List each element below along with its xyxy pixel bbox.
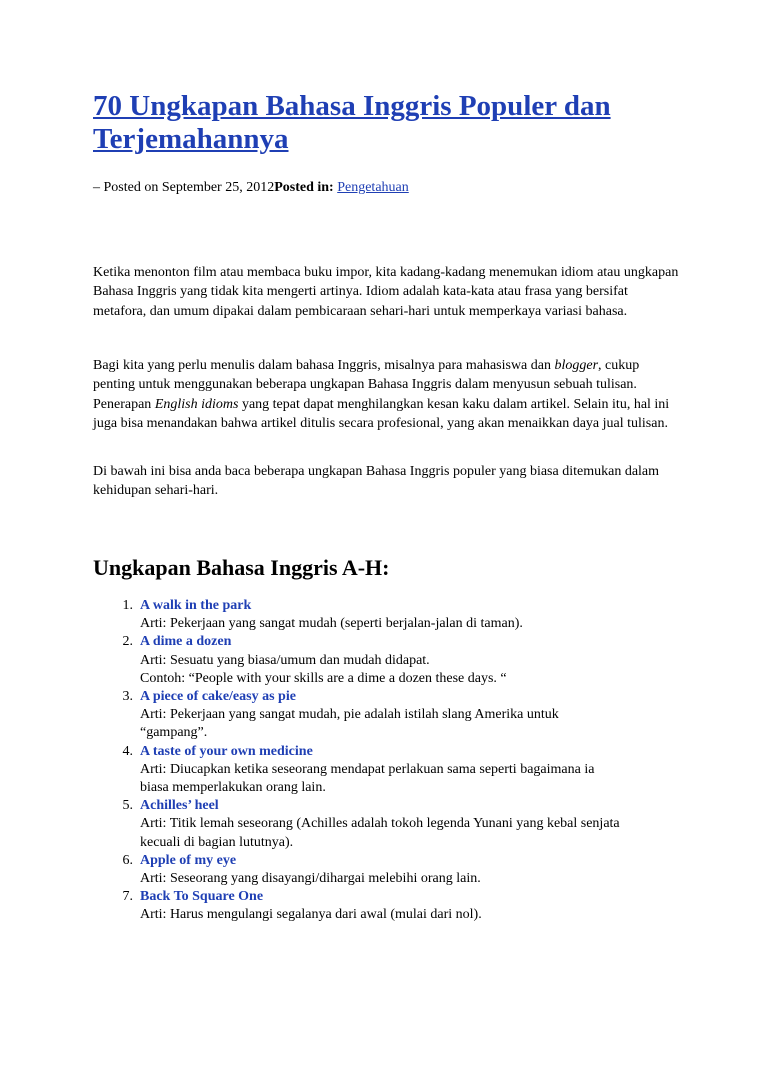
idiom-phrase: A dime a dozen bbox=[140, 634, 232, 650]
idiom-meaning-line: Contoh: “People with your skills are a dime a dozen these days. “ bbox=[140, 670, 507, 686]
idiom-meaning-line: “gampang”. bbox=[140, 725, 208, 741]
idiom-meaning-line: Arti: Seseorang yang disayangi/dihargai melebihi orang lain. bbox=[140, 871, 481, 887]
idiom-number: 5. bbox=[122, 798, 133, 814]
idiom-meaning-line: Arti: Pekerjaan yang sangat mudah, pie adalah istilah slang Amerika untuk bbox=[140, 707, 559, 723]
idiom-phrase: A walk in the park bbox=[140, 598, 252, 613]
idiom-item bbox=[93, 633, 683, 688]
category-link[interactable]: Pengetahuan bbox=[337, 180, 409, 195]
idiom-item bbox=[93, 688, 683, 743]
idiom-number: 2. bbox=[122, 634, 133, 650]
idiom-phrase: A taste of your own medicine bbox=[140, 743, 313, 759]
idiom-item bbox=[93, 852, 683, 888]
paragraph-text: , cukup penting untuk menggunakan beberapa ungkapan Bahasa Inggris dalam menyusun sebuah tulisan. Penerapan bbox=[93, 358, 640, 412]
intro-paragraph: Ketika menonton film atau membaca buku impor, kita kadang-kadang menemukan idiom atau ungkapan Bahasa Inggris yang tidak kita mengerti artinya. Idiom adalah kata-kata atau frasa yang bersifat metafora, dan umum dipakai dalam pembicaraan sehari-hari untuk memperkaya variasi bahasa. bbox=[93, 265, 679, 319]
section-heading: Ungkapan Bahasa Inggris A-H: bbox=[93, 555, 390, 580]
idiom-number: 7. bbox=[122, 889, 133, 905]
idiom-meaning-line: Arti: Pekerjaan yang sangat mudah (seperti berjalan-jalan di taman). bbox=[140, 616, 523, 632]
idiom-number: 3. bbox=[122, 689, 133, 705]
idiom-meaning-line: kecuali di bagian lututnya). bbox=[140, 834, 294, 850]
idiom-number: 1. bbox=[122, 598, 133, 613]
idiom-meaning-line: biasa memperlakukan orang lain. bbox=[140, 780, 326, 796]
idiom-list bbox=[93, 597, 683, 925]
idiom-meaning-line: Arti: Harus mengulangi segalanya dari awal (mulai dari nol). bbox=[140, 907, 482, 923]
emphasis-blogger: blogger bbox=[554, 358, 599, 373]
idiom-phrase: Back To Square One bbox=[140, 889, 264, 905]
post-meta bbox=[93, 179, 409, 197]
idiom-item bbox=[93, 597, 683, 633]
idiom-phrase: Achilles’ heel bbox=[140, 798, 219, 814]
paragraph-text: Bagi kita yang perlu menulis dalam bahasa Inggris, misalnya para mahasiswa dan bbox=[93, 358, 555, 373]
list-intro-paragraph: Di bawah ini bisa anda baca beberapa ungkapan Bahasa Inggris populer yang biasa ditemukan dalam kehidupan sehari-hari. bbox=[93, 464, 660, 499]
idiom-item bbox=[93, 797, 683, 852]
idiom-number: 4. bbox=[122, 743, 133, 759]
idiom-number: 6. bbox=[122, 852, 133, 868]
emphasis-english-idioms: English idioms bbox=[154, 396, 239, 412]
article-title-link[interactable]: 70 Ungkapan Bahasa Inggris Populer dan Terjemahannya bbox=[93, 90, 611, 155]
idiom-item bbox=[93, 743, 683, 798]
paragraph-text: yang tepat dapat menghilangkan kesan kaku dalam artikel. Selain itu, hal ini juga bisa menandakan bahwa artikel ditulis secara profesional, yang akan menaikkan daya jual tulisan. bbox=[93, 396, 670, 431]
idiom-meaning-line: Arti: Diucapkan ketika seseorang mendapat perlakuan sama seperti bagaimana ia bbox=[140, 761, 595, 777]
idiom-meaning-line: Arti: Sesuatu yang biasa/umum dan mudah didapat. bbox=[140, 652, 430, 668]
idiom-phrase: Apple of my eye bbox=[140, 852, 237, 868]
article-title bbox=[93, 90, 693, 156]
post-date: – Posted on September 25, 2012 bbox=[93, 180, 275, 195]
posted-in-label: Posted in: bbox=[274, 180, 334, 195]
idiom-phrase: A piece of cake/easy as pie bbox=[140, 689, 296, 705]
idiom-item bbox=[93, 888, 683, 924]
idiom-meaning-line: Arti: Titik lemah seseorang (Achilles adalah tokoh legenda Yunani yang kebal senjata bbox=[140, 816, 620, 832]
blogging-paragraph bbox=[93, 356, 683, 433]
